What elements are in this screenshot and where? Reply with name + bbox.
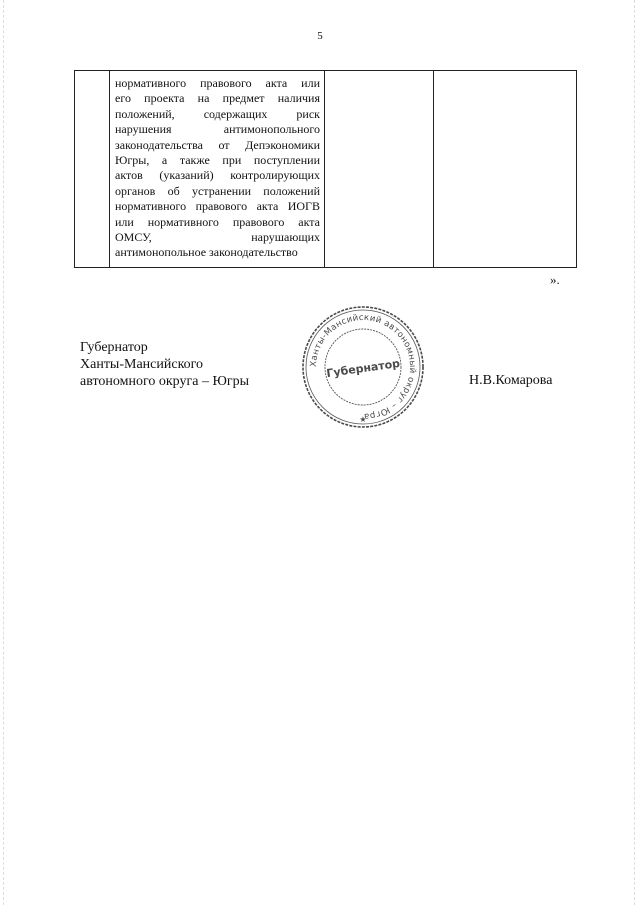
table-cell-number xyxy=(75,71,110,268)
cell-line: положений, содержащих риск xyxy=(115,106,320,121)
cell-line: антимонопольное законодательство xyxy=(115,245,298,260)
cell-line: нарушения антимонопольного xyxy=(115,122,320,137)
cell-line: Югры, а также при поступлении xyxy=(115,153,320,168)
cell-line: или нормативного правового акта xyxy=(115,214,320,229)
cell-line: органов об устранении положений xyxy=(115,183,320,198)
cell-line: законодательства от Депэкономики xyxy=(115,137,320,152)
stamp-ring-text: Ханты-Мансийский автономный округ – Югра xyxy=(308,312,418,422)
table-row xyxy=(75,71,577,268)
closing-quote: ». xyxy=(550,272,560,287)
signatory-title xyxy=(80,339,249,390)
cell-line: нормативного правового акта ИОГВ xyxy=(115,199,320,214)
page-number: 5 xyxy=(317,30,323,42)
signatory-name: Н.В.Комарова xyxy=(469,373,553,388)
official-stamp xyxy=(298,302,428,432)
cell-line: его проекта на предмет наличия xyxy=(115,91,320,106)
table-cell-description xyxy=(110,71,325,268)
table-cell-empty xyxy=(325,71,434,268)
signatory-title-line: автономного округа – Югры xyxy=(80,374,249,389)
continuation-table xyxy=(74,70,577,268)
signatory-title-line: Губернатор xyxy=(80,340,148,355)
scan-edge-right xyxy=(634,0,636,905)
table-cell-empty xyxy=(434,71,577,268)
stamp-star-icon: ★ xyxy=(359,415,367,424)
cell-line: нормативного правового акта или xyxy=(115,76,320,90)
cell-line: актов (указаний) контролирующих xyxy=(115,168,320,183)
stamp-center-text: Губернатор xyxy=(325,356,401,381)
scan-edge-left xyxy=(3,0,5,905)
table-cell-text xyxy=(110,71,324,267)
signatory-title-line: Ханты-Мансийского xyxy=(80,357,204,372)
cell-line: ОМСУ, нарушающих xyxy=(115,230,320,245)
stamp-seal xyxy=(298,302,428,432)
